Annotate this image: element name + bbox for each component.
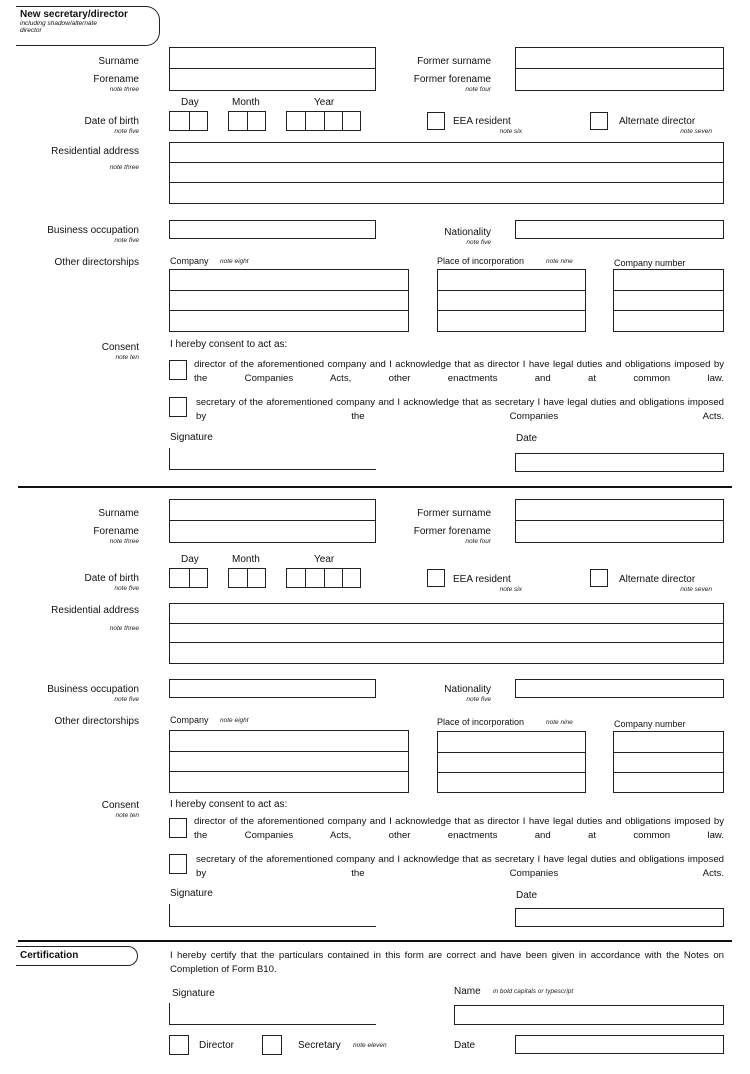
certification-signature-label: Signature (172, 988, 215, 999)
section-title: New secretary/director (20, 9, 128, 20)
business-occupation-label: Business occupation (47, 225, 139, 236)
signature-label: Signature (170, 432, 213, 443)
section-divider-certification (18, 940, 732, 942)
place-of-incorporation-note: note nine (546, 258, 573, 265)
dob-year-field[interactable] (286, 111, 361, 131)
company-label: Company (170, 256, 209, 266)
dob-month-field[interactable] (228, 568, 266, 588)
consent-secretary-checkbox[interactable] (169, 397, 187, 417)
forename-note: note three (109, 86, 139, 93)
alternate-director-label: Alternate director (619, 116, 696, 127)
certification-signature-field[interactable] (169, 1003, 376, 1025)
other-directorships-company-field[interactable] (169, 269, 409, 332)
day-label: Day (181, 97, 199, 108)
place-of-incorporation-note: note nine (546, 719, 573, 726)
certification-secretary-checkbox[interactable] (262, 1035, 282, 1055)
business-occupation-field[interactable] (169, 679, 376, 698)
former-forename-label: Former forename (413, 526, 491, 537)
director-section-2 (0, 458, 750, 938)
company-number-label: Company number (614, 258, 686, 268)
nationality-field[interactable] (515, 679, 724, 698)
consent-director-checkbox[interactable] (169, 818, 187, 838)
company-number-label: Company number (614, 719, 686, 729)
date-label: Date (516, 433, 538, 444)
certification-director-checkbox[interactable] (169, 1035, 189, 1055)
former-surname-label: Former surname (417, 508, 491, 519)
forename-label: Forename (93, 74, 139, 85)
date-of-birth-note: note five (114, 585, 139, 592)
alternate-director-checkbox[interactable] (590, 112, 608, 130)
other-directorships-company-field[interactable] (169, 730, 409, 793)
other-directorships-label: Other directorships (54, 257, 139, 268)
business-occupation-field[interactable] (169, 220, 376, 239)
residential-address-label: Residential address (51, 605, 139, 616)
consent-note: note ten (115, 354, 139, 361)
signature-field[interactable] (169, 904, 376, 927)
certification-secretary-label: Secretary (298, 1040, 341, 1051)
alternate-director-note: note seven (680, 586, 712, 593)
month-label: Month (232, 97, 260, 108)
consent-label: Consent (101, 800, 139, 811)
dob-year-field[interactable] (286, 568, 361, 588)
dob-day-field[interactable] (169, 111, 208, 131)
eea-resident-checkbox[interactable] (427, 569, 445, 587)
other-directorships-place-field[interactable] (437, 269, 586, 332)
place-of-incorporation-label: Place of incorporation (437, 256, 525, 266)
residential-address-note: note three (109, 164, 139, 171)
surname-label: Surname (98, 508, 139, 519)
place-of-incorporation-label: Place of incorporation (437, 717, 525, 727)
date-label: Date (516, 890, 538, 901)
year-label: Year (314, 554, 335, 565)
certification-text: I hereby certify that the particulars contained in this form are correct and have been given in accordance with the Notes on Completion of Form B10. (170, 950, 724, 975)
former-forename-note: note four (465, 538, 491, 545)
forename-note: note three (109, 538, 139, 545)
former-surname-label: Former surname (417, 56, 491, 67)
consent-secretary-text: secretary of the aforementioned company and I acknowledge that as secretary I have legal duties and obligations imposed by the Companies Acts. (196, 854, 724, 879)
business-occupation-label: Business occupation (47, 684, 139, 695)
signature-label: Signature (170, 888, 213, 899)
other-directorships-place-field[interactable] (437, 731, 586, 793)
surname-label: Surname (98, 56, 139, 67)
dob-day-field[interactable] (169, 568, 208, 588)
certification-name-field[interactable] (454, 1005, 724, 1025)
consent-label: Consent (101, 342, 139, 353)
certification-title: Certification (20, 950, 79, 961)
certification-name-note: in bold capitals or typescript (493, 988, 574, 995)
year-label: Year (314, 97, 335, 108)
former-names-field[interactable] (515, 47, 724, 91)
date-of-birth-note: note five (114, 128, 139, 135)
company-label: Company (170, 715, 209, 725)
residential-address-note: note three (109, 625, 139, 632)
surname-forename-field[interactable] (169, 47, 376, 91)
forename-label: Forename (93, 526, 139, 537)
alternate-director-label: Alternate director (619, 574, 696, 585)
former-names-field[interactable] (515, 499, 724, 543)
consent-secretary-checkbox[interactable] (169, 854, 187, 874)
date-of-birth-label: Date of birth (84, 573, 139, 584)
certification-name-label: Name (454, 986, 481, 997)
other-directorships-number-field[interactable] (613, 731, 724, 793)
day-label: Day (181, 554, 199, 565)
other-directorships-number-field[interactable] (613, 269, 724, 332)
consent-intro: I hereby consent to act as: (170, 339, 288, 350)
alternate-director-checkbox[interactable] (590, 569, 608, 587)
director-section-1 (0, 0, 750, 480)
residential-address-field[interactable] (169, 142, 724, 204)
certification-secretary-note: note eleven (353, 1042, 387, 1049)
nationality-label: Nationality (444, 227, 491, 238)
consent-director-text: director of the aforementioned company and I acknowledge that as director I have legal duties and obligations imposed by the Companies Acts, other enactments and at common law. (194, 359, 724, 384)
eea-resident-label: EEA resident (453, 116, 511, 127)
business-occupation-note: note five (114, 696, 139, 703)
business-occupation-note: note five (114, 237, 139, 244)
nationality-note: note five (466, 239, 491, 246)
eea-resident-note: note six (499, 586, 522, 593)
nationality-field[interactable] (515, 220, 724, 239)
former-forename-note: note four (465, 86, 491, 93)
residential-address-field[interactable] (169, 603, 724, 664)
certification-header (16, 946, 138, 966)
former-forename-label: Former forename (413, 74, 491, 85)
company-note: note eight (220, 717, 249, 724)
dob-month-field[interactable] (228, 111, 266, 131)
nationality-label: Nationality (444, 684, 491, 695)
eea-resident-label: EEA resident (453, 574, 511, 585)
surname-forename-field[interactable] (169, 499, 376, 543)
consent-intro: I hereby consent to act as: (170, 799, 288, 810)
company-note: note eight (220, 258, 249, 265)
alternate-director-note: note seven (680, 128, 712, 135)
residential-address-label: Residential address (51, 146, 139, 157)
consent-director-text: director of the aforementioned company and I acknowledge that as director I have legal duties and obligations imposed by the Companies Acts, other enactments and at common law. (194, 816, 724, 841)
certification-director-label: Director (199, 1040, 235, 1051)
month-label: Month (232, 554, 260, 565)
certification-date-field[interactable] (515, 1035, 724, 1054)
section-subtitle: including shadow/alternate director (20, 20, 97, 34)
consent-director-checkbox[interactable] (169, 360, 187, 380)
eea-resident-checkbox[interactable] (427, 112, 445, 130)
date-field[interactable] (515, 908, 724, 927)
nationality-note: note five (466, 696, 491, 703)
eea-resident-note: note six (499, 128, 522, 135)
certification-date-label: Date (454, 1040, 476, 1051)
date-of-birth-label: Date of birth (84, 116, 139, 127)
consent-secretary-text: secretary of the aforementioned company and I acknowledge that as secretary I have legal duties and obligations imposed by the Companies Acts. (196, 397, 724, 422)
other-directorships-label: Other directorships (54, 716, 139, 727)
consent-note: note ten (115, 812, 139, 819)
